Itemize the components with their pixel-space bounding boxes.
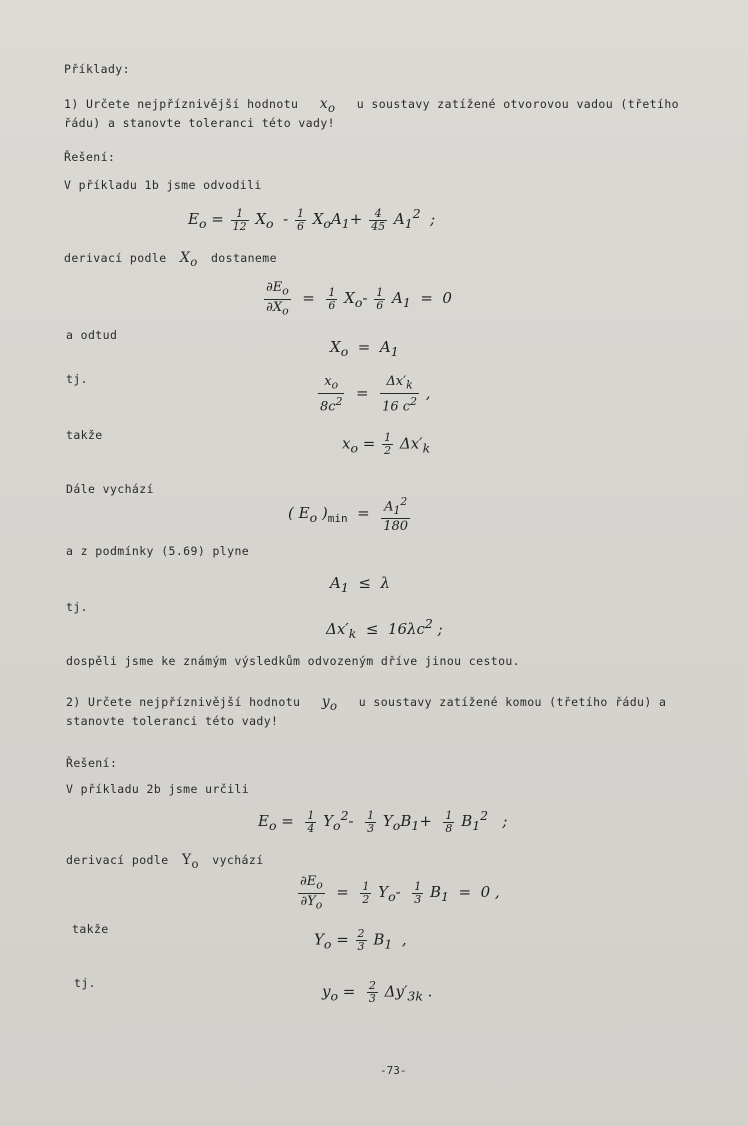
example-1-solution-label: Řešení: xyxy=(64,150,116,164)
example-1-conclusion: dospěli jsme ke známým výsledkům odvozeným dříve jinou cestou. xyxy=(66,654,521,668)
equation-derivative-2: $\frac{\partial E_o}{\partial Y_o}$ = $\frac{1}{2}$ $Y_o-$ $\frac{1}{3}$ $B_1 = 0$ , xyxy=(300,874,500,912)
equation-E0-min: ( $E_o$ )$_{min}$ = $\frac{A_1^2}{180}$ xyxy=(288,495,409,534)
variable-y0: $y_o$ xyxy=(321,694,338,713)
label-tj-1: tj. xyxy=(66,372,88,386)
variable-Y0: $Y_o$ xyxy=(181,852,199,871)
example-1-derivative-line: derivací podle $X_o$ dostaneme xyxy=(64,250,277,269)
equation-Y0: $Y_o$ = $\frac{2}{3}$ $B_1$ , xyxy=(314,927,407,953)
label-tj-2: tj. xyxy=(66,600,88,614)
variable-X0: $X_o$ xyxy=(179,250,198,269)
label-dale-vychazi: Dále vychází xyxy=(66,482,154,496)
label-a-odtud: a odtud xyxy=(66,328,118,342)
page-number: -73- xyxy=(380,1064,407,1077)
equation-E0: $E_o$ = $\frac{1}{12}$ $X_o$ - $\frac{1}{6}$ $X_oA_1+$ $\frac{4}{45}$ $A_1^2$ ; xyxy=(188,206,436,233)
equation-ratio: $\frac{x_o}{8c^2}$ = $\frac{\Delta x'_k}{16 c^2}$ , xyxy=(320,374,431,414)
label-takze-2: takže xyxy=(72,922,109,936)
equation-y0: $y_o$ = $\frac{2}{3}$ $\Delta y'_{3k}$ . xyxy=(322,979,433,1005)
label-takze-1: takže xyxy=(66,428,103,442)
equation-E0-coma: $E_o$ = $\frac{1}{4}$ $Y_o^2-$ $\frac{1}{3}$ $Y_oB_1+$ $\frac{1}{8}$ $B_1^2$ ; xyxy=(258,808,508,835)
label-tj-3: tj. xyxy=(74,976,96,990)
equation-derivative-1: $\frac{\partial E_o}{\partial X_o}$ = $\frac{1}{6}$ $X_o-$ $\frac{1}{6}$ $A_1 = 0$ xyxy=(266,280,452,318)
example-2-solution-label: Řešení: xyxy=(66,756,118,770)
example-2-line-1: 2) Určete nejpříznivější hodnotu $y_o$ u soustavy zatížené komou (třetího řádu) a xyxy=(66,694,667,713)
example-1-line-2: řádu) a stanovte toleranci této vady! xyxy=(64,116,335,130)
example-1-intro: V příkladu 1b jsme odvodili xyxy=(64,178,262,192)
example-2-derivative-line: derivací podle $Y_o$ vychází xyxy=(66,852,264,871)
equation-tolerance-1: $\Delta x'_k \le 16\lambda c^2$ ; xyxy=(326,616,443,641)
equation-x0: $x_o$ = $\frac{1}{2}$ $\Delta x'_k$ xyxy=(342,431,431,457)
example-2-line-2: stanovte toleranci této vady! xyxy=(66,714,279,728)
example-2-intro: V příkladu 2b jsme určili xyxy=(66,782,250,796)
equation-A1-le-lambda: $A_1 \le \lambda$ xyxy=(330,574,390,595)
label-a-z-podminky: a z podmínky (5.69) plyne xyxy=(66,544,250,558)
heading: Příklady: xyxy=(64,62,130,76)
variable-x0: $x_o$ xyxy=(319,96,336,115)
example-1-line-1: 1) Určete nejpříznivější hodnotu $x_o$ u soustavy zatížené otvorovou vadou (třetího xyxy=(64,96,679,115)
equation-X0-equals-A1: $X_o = A_1$ xyxy=(330,338,399,359)
